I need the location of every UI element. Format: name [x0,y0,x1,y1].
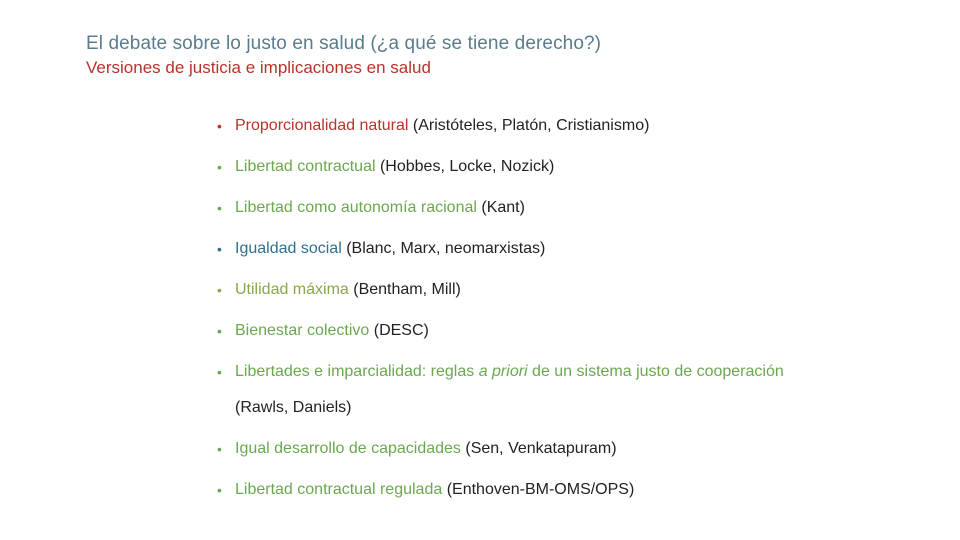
bullet-term-italic: a priori [478,363,528,380]
bullet-icon: • [217,241,222,257]
bullet-authors: (DESC) [369,322,429,339]
bullet-term: Utilidad máxima [235,281,349,298]
bullet-authors: (Sen, Venkatapuram) [460,440,617,457]
bullet-icon: • [217,282,222,298]
list-item [217,149,837,185]
bullet-term: Libertades e imparcialidad: reglas [235,363,479,380]
bullet-list [217,108,837,513]
bullet-icon: • [217,441,222,457]
bullet-icon: • [217,118,222,134]
bullet-icon: • [217,482,222,498]
bullet-authors: (Blanc, Marx, neomarxistas) [341,240,546,257]
bullet-authors: (Aristóteles, Platón, Cristianismo) [408,117,650,134]
bullet-authors: (Bentham, Mill) [348,281,461,298]
list-item [217,313,837,349]
list-item [217,190,837,226]
slide-subtitle: Versiones de justicia e implicaciones en salud [86,58,431,77]
bullet-term: Libertad contractual [235,158,376,175]
bullet-term: Bienestar colectivo [235,322,370,339]
bullet-authors: (Rawls, Daniels) [235,399,352,416]
list-item [217,472,837,508]
bullet-term-continued: de un sistema justo de cooperación [527,363,784,380]
bullet-icon: • [217,200,222,216]
bullet-term: Igual desarrollo de capacidades [235,440,461,457]
bullet-term: Igualdad social [235,240,342,257]
slide-title: El debate sobre lo justo en salud (¿a qué se tiene derecho?) [86,33,602,54]
list-item [217,272,837,308]
bullet-icon: • [217,159,222,175]
bullet-term: Libertad como autonomía racional [235,199,477,216]
list-item [217,431,837,467]
list-item [217,354,837,426]
bullet-term: Libertad contractual regulada [235,481,443,498]
bullet-term: Proporcionalidad natural [235,117,409,134]
bullet-authors: (Enthoven-BM-OMS/OPS) [442,481,635,498]
bullet-authors: (Hobbes, Locke, Nozick) [375,158,555,175]
list-item [217,108,837,144]
bullet-authors: (Kant) [476,199,525,216]
bullet-icon: • [217,323,222,339]
list-item [217,231,837,267]
bullet-icon: • [217,364,222,380]
